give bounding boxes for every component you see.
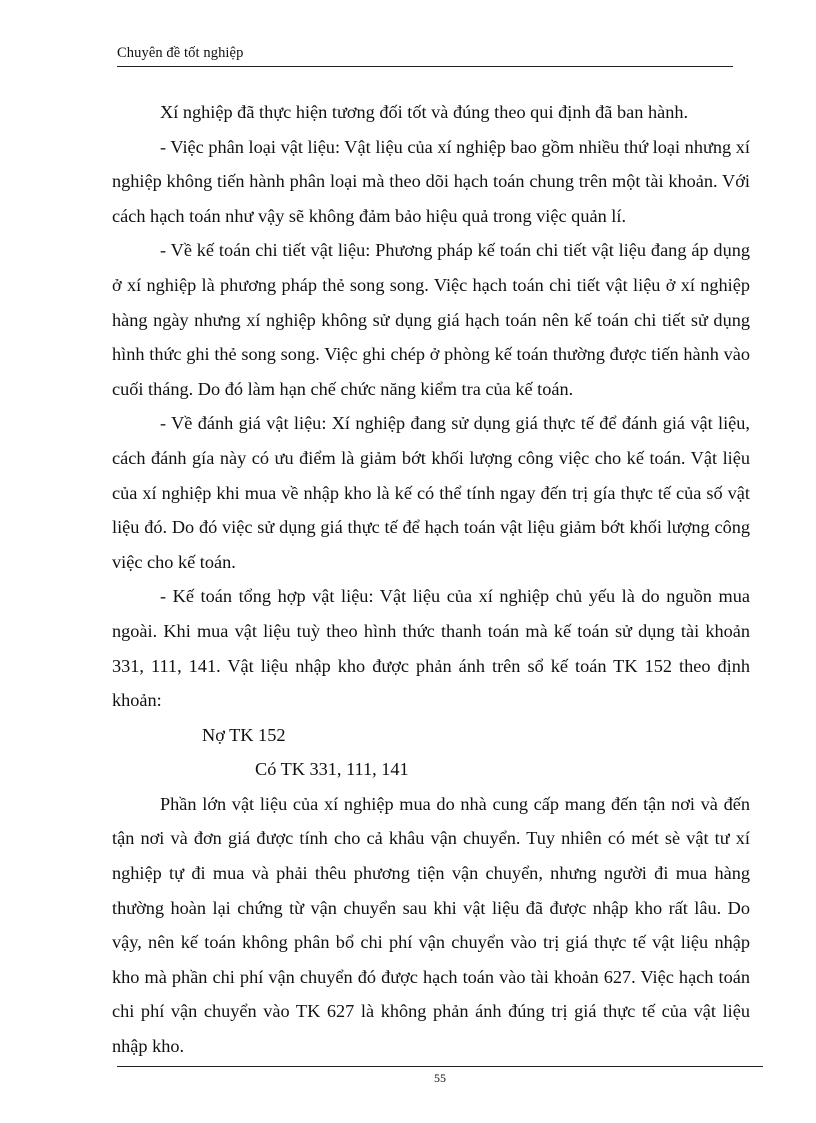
page-footer [117, 1066, 763, 1085]
header-title: Chuyên đề tốt nghiệp [117, 45, 244, 61]
paragraph-transport-costs: Phần lớn vật liệu của xí nghiệp mua do nhà cung cấp mang đến tận nơi và đến tận nơi và đơn giá được tính cho cả khâu vận chuyển. Tuy nhiên có mét sè vật tư xí nghiệp tự đi mua và phải thêu phương tiện vận chuyển, nhưng người đi mua hàng thường hoàn lại chứng từ vận chuyển sau khi vật liệu đã được nhập kho rất lâu. Do vậy, nên kế toán không phân bổ chi phí vận chuyển vào trị giá thực tế vật liệu nhập kho mà phần chi phí vận chuyển đó được hạch toán vào tài khoản 627. Việc hạch toán chi phí vận chuyển vào TK 627 là không phản ánh đúng trị giá thực tế của vật liệu nhập kho. [112, 793, 750, 1057]
paragraph-general-accounting: - Kế toán tổng hợp vật liệu: Vật liệu của xí nghiệp chủ yếu là do nguồn mua ngoài. Khi mua vật liệu tuỳ theo hình thức thanh toán mà kế toán sử dụng tài khoản 331, 111, 141. Vật liệu nhập kho được phản ánh trên sổ kế toán TK 152 theo định khoản: [112, 586, 750, 711]
paragraph-detailed-accounting: - Về kế toán chi tiết vật liệu: Phương pháp kế toán chi tiết vật liệu đang áp dụng ở xí nghiệp là phương pháp thẻ song song. Việc hạch toán chi tiết vật liệu ở xí nghiệp hàng ngày nhưng xí nghiệp không sử dụng giá hạch toán nên kế toán chi tiết sử dụng hình thức ghi thẻ song song. Việc ghi chép ở phòng kế toán thường được tiến hành vào cuối tháng. Do đó làm hạn chế chức năng kiểm tra của kế toán. [112, 240, 750, 399]
paragraph-intro: Xí nghiệp đã thực hiện tương đối tốt và đúng theo qui định đã ban hành. [160, 102, 689, 122]
paragraph-material-valuation: - Về đánh giá vật liệu: Xí nghiệp đang sử dụng giá thực tế để đánh giá vật liệu, cách đánh gía này có ưu điểm là giảm bớt khối lượng công việc cho kế toán. Vật liệu của xí nghiệp khi mua về nhập kho là kế có thể tính ngay đến trị gía thực tế của số vật liệu đó. Do đó việc sử dụng giá thực tế để hạch toán vật liệu giảm bớt khối lượng công việc cho kế toán. [112, 413, 750, 572]
page-header [117, 42, 733, 67]
paragraph-material-classification: - Việc phân loại vật liệu: Vật liệu của xí nghiệp bao gồm nhiều thứ loại nhưng xí nghiệp không tiến hành phân loại mà theo dõi hạch toán chung trên một tài khoản. Với cách hạch toán như vậy sẽ không đảm bảo hiệu quả trong việc quản lí. [112, 136, 750, 226]
journal-entry-debit: Nợ TK 152 [202, 724, 286, 745]
journal-entry-credit: Có TK 331, 111, 141 [255, 759, 409, 780]
page-number: 55 [434, 1071, 446, 1085]
document-body [112, 95, 750, 1064]
